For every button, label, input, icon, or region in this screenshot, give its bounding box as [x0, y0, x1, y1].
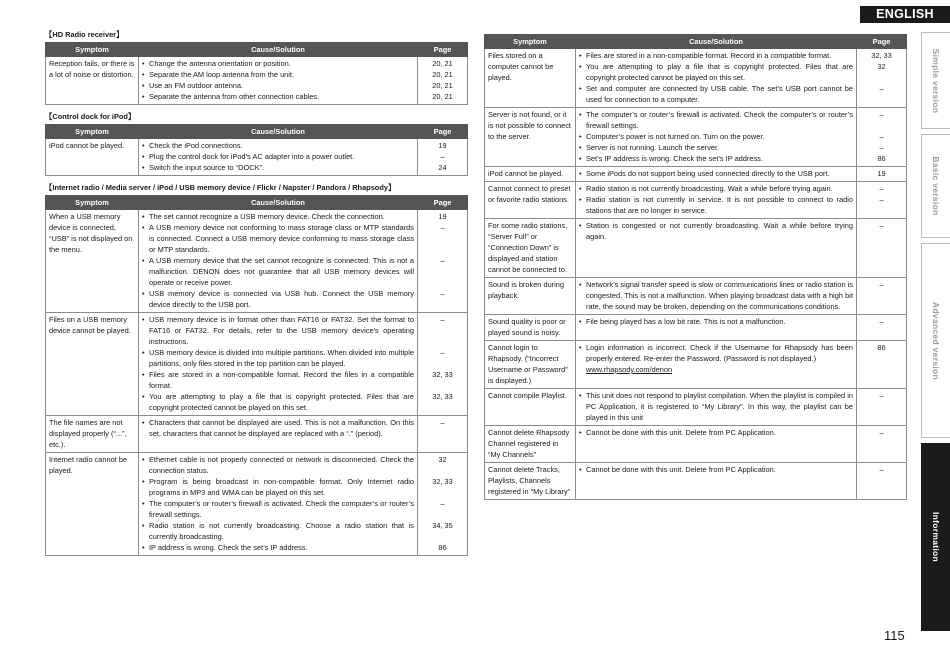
cause-item: • Radio station is not currently in service. It is not possible to connect to radio stations that are no longer in service. [579, 194, 853, 216]
symptom-cell: When a USB memory device is connected, “USB” is not displayed on the menu. [46, 210, 139, 313]
table-row [485, 278, 907, 315]
cause-item: • Computer’s power is not turned on. Turn on the power. [579, 131, 853, 142]
table-header [46, 125, 468, 139]
tab-information[interactable] [921, 443, 950, 631]
symptom-cell: Cannot login to Rhapsody. (“Incorrect Username or Password” is displayed.) [485, 341, 576, 389]
page-ref: – [440, 348, 445, 357]
page-ref: 20, 21 [432, 70, 453, 79]
symptom-cell: Internet radio cannot be played. [46, 453, 139, 556]
control-dock-table [45, 124, 468, 176]
page-cell [857, 315, 907, 341]
table-row [485, 167, 907, 182]
cause-item: • Radio station is not currently broadcasting. Choose a radio station that is currently broadcasting. [142, 520, 414, 542]
cause-cell [576, 182, 857, 219]
cause-cell [576, 315, 857, 341]
header-row [485, 35, 907, 49]
cause-solution-header: Cause/Solution [139, 196, 418, 210]
page-ref: – [440, 289, 445, 298]
page-cell [857, 389, 907, 426]
cause-item: • You are attempting to play a file that is copyright protected. Files that are copyright protected cannot be played on this set. [579, 61, 853, 83]
network-table [45, 195, 468, 556]
page-ref: 32 [438, 455, 447, 464]
cause-item: • Change the antenna orientation or position. [142, 58, 414, 69]
symptom-cell: iPod cannot be played. [485, 167, 576, 182]
section-title-control-dock: 【Control dock for iPod】 [45, 112, 136, 121]
page-ref: – [440, 256, 445, 265]
page-ref: – [879, 317, 884, 326]
table-row [46, 416, 468, 453]
table-row [46, 57, 468, 105]
table-row [46, 313, 468, 416]
cause-item: • Station is congested or not currently broadcasting. Wait a while before trying again. [579, 220, 853, 242]
page-ref: 86 [877, 154, 886, 163]
rhapsody-link[interactable]: www.rhapsody.com/denon [586, 365, 673, 374]
cause-item: • USB memory device is divided into multiple partitions. When divided into multiple partitions, only files stored in the top partition can be played. [142, 347, 414, 369]
symptom-cell: Cannot connect to preset or favorite radio stations. [485, 182, 576, 219]
cause-item: • This unit does not respond to playlist compilation. When the playlist is compiled in PC Application, it is registered to “My Library”. In this way, the playlist can be played in this unit [579, 390, 853, 423]
table-row [485, 315, 907, 341]
table-row [485, 182, 907, 219]
page-cell [857, 341, 907, 389]
page-header: Page [418, 125, 468, 139]
cause-item: • File being played has a low bit rate. This is not a malfunction. [579, 316, 853, 327]
page-cell [418, 139, 468, 176]
page-number: 115 [884, 628, 905, 643]
table-row [485, 341, 907, 389]
page-ref: – [879, 143, 884, 152]
cause-item: • IP address is wrong. Check the set’s IP address. [142, 542, 414, 553]
cause-solution-header: Cause/Solution [139, 43, 418, 57]
cause-item: • The set cannot recognize a USB memory device. Check the connection. [142, 211, 414, 222]
page-ref: – [440, 315, 445, 324]
page-ref: – [879, 132, 884, 141]
table-row [46, 453, 468, 556]
page-ref: – [879, 465, 884, 474]
cause-item: • Login information is incorrect. Check if the Username for Rhapsody has been properly entered. Re-enter the Password. (Password is not displayed.) [579, 342, 853, 364]
page-cell [857, 278, 907, 315]
cause-item: • Set and computer are connected by USB cable. The set’s USB port cannot be used for connection to a computer. [579, 83, 853, 105]
page-ref: – [440, 223, 445, 232]
cause-item: • Separate the AM loop antenna from the unit. [142, 69, 414, 80]
page-cell [418, 313, 468, 416]
cause-item: • Files are stored in a non-compatible format. Record the files in a compatible format. [142, 369, 414, 391]
page-cell [857, 108, 907, 167]
page-ref: – [879, 84, 884, 93]
symptom-cell: Reception fails, or there is a lot of noise or distortion. [46, 57, 139, 105]
symptom-header: Symptom [46, 43, 139, 57]
page-cell [857, 49, 907, 108]
page-ref: 20, 21 [432, 59, 453, 68]
cause-item: • Radio station is not currently broadcasting. Wait a while before trying again. [579, 183, 853, 194]
hd-radio-table [45, 42, 468, 105]
page-ref: 20, 21 [432, 92, 453, 101]
page-header: Page [418, 43, 468, 57]
cause-cell [139, 453, 418, 556]
page-cell [418, 210, 468, 313]
page-ref: 20, 21 [432, 81, 453, 90]
cause-item: • The computer’s or router’s firewall is activated. Check the computer’s or router’s firewall settings. [579, 109, 853, 131]
cause-item: • Plug the control dock for iPod’s AC adapter into a power outlet. [142, 151, 414, 162]
page-cell [857, 426, 907, 463]
cause-item: • Separate the antenna from other connection cables. [142, 91, 414, 102]
language-tab: ENGLISH [860, 6, 950, 23]
tab-label: Information [931, 511, 941, 563]
symptom-cell: The file names are not displayed properly (“...”, etc.). [46, 416, 139, 453]
symptom-header: Symptom [46, 196, 139, 210]
cause-cell [576, 389, 857, 426]
page-ref: 32, 33 [871, 51, 892, 60]
cause-cell [576, 278, 857, 315]
symptom-cell: Server is not found, or it is not possible to connect to the server. [485, 108, 576, 167]
cause-item: • The computer’s or router’s firewall is activated. Check the computer’s or router’s firewall settings. [142, 498, 414, 520]
page-ref: 32, 33 [432, 370, 453, 379]
page-ref: 34, 35 [432, 521, 453, 530]
cause-item: • Some iPods do not support being used connected directly to the USB port. [579, 168, 853, 179]
cause-cell [576, 341, 857, 389]
cause-item: • Cannot be done with this unit. Delete from PC Application. [579, 427, 853, 438]
cause-cell [139, 313, 418, 416]
cause-cell [576, 108, 857, 167]
page-header: Page [857, 35, 907, 49]
page-ref: 32, 33 [432, 392, 453, 401]
cause-item: • Use an FM outdoor antenna. [142, 80, 414, 91]
tab-advanced-version[interactable] [921, 243, 950, 438]
symptom-cell: Cannot delete Rhapsody Channel registered in “My Channels” [485, 426, 576, 463]
cause-item: • Switch the input source to “DOCK”. [142, 162, 414, 173]
cause-item: • USB memory device is connected via USB hub. Connect the USB memory device directly to the USB port. [142, 288, 414, 310]
table-header [46, 196, 468, 210]
tab-basic-version[interactable] [921, 134, 950, 238]
symptom-cell: iPod cannot be played. [46, 139, 139, 176]
tab-label: Advanced version [931, 301, 941, 380]
cause-item: • Characters that cannot be displayed are used. This is not a malfunction. On this set, characters that cannot be displayed are replaced with a “.” (period). [142, 417, 414, 439]
cause-cell [576, 167, 857, 182]
page-cell [857, 182, 907, 219]
network-table-continued [484, 34, 907, 500]
symptom-cell: Files on a USB memory device cannot be played. [46, 313, 139, 416]
page-cell [857, 219, 907, 278]
page-ref: – [879, 184, 884, 193]
cause-item: • A USB memory device not conforming to mass storage class or MTP standards is connected. Connect a USB memory device conforming to mass storage class or MTP standards. [142, 222, 414, 255]
page-cell [418, 416, 468, 453]
cause-item: • Check the iPod connections. [142, 140, 414, 151]
symptom-cell: For some radio stations, “Server Full” or “Connection Down” is displayed and station cannot be connected to. [485, 219, 576, 278]
cause-item: • Cannot be done with this unit. Delete from PC Application. [579, 464, 853, 475]
table-header [485, 35, 907, 49]
page-ref: – [440, 499, 445, 508]
symptom-cell: Files stored on a computer cannot be played. [485, 49, 576, 108]
symptom-cell: Sound is broken during playback. [485, 278, 576, 315]
page-ref: 19 [438, 141, 447, 150]
page-ref: – [879, 195, 884, 204]
table-row [485, 108, 907, 167]
table-row [485, 426, 907, 463]
page-ref: – [879, 280, 884, 289]
cause-item: • Files are stored in a non-compatible format. Record in a compatible format. [579, 50, 853, 61]
page-ref: – [440, 418, 445, 427]
symptom-cell: Cannot compile Playlist. [485, 389, 576, 426]
section-title-network: 【Internet radio / Media server / iPod / USB memory device / Flickr / Napster / Pandora / Rhapsody】 [45, 183, 396, 192]
page-ref: – [879, 391, 884, 400]
symptom-header: Symptom [485, 35, 576, 49]
table-header [46, 43, 468, 57]
page-ref: 19 [438, 212, 447, 221]
cause-item: • A USB memory device that the set cannot recognize is connected. This is not a malfunction. DENON does not guarantee that all USB memory devices will operate or receive power. [142, 255, 414, 288]
cause-cell [576, 219, 857, 278]
symptom-cell: Cannot delete Tracks, Playlists, Channels registered in “My Library” [485, 463, 576, 500]
table-row [485, 463, 907, 500]
page-ref: 86 [877, 343, 886, 352]
table-row [46, 210, 468, 313]
table-row [46, 139, 468, 176]
header-row [46, 125, 468, 139]
page-ref: 32, 33 [432, 477, 453, 486]
page-cell [857, 463, 907, 500]
page-cell [418, 57, 468, 105]
page-ref: 24 [438, 163, 447, 172]
page-cell [857, 167, 907, 182]
cause-cell [576, 463, 857, 500]
symptom-cell: Sound quality is poor or played sound is noisy. [485, 315, 576, 341]
page-ref: – [879, 110, 884, 119]
header-row [46, 196, 468, 210]
cause-item: • You are attempting to play a file that is copyright protected. Files that are copyright protected cannot be played on this set. [142, 391, 414, 413]
page-ref: 32 [877, 62, 886, 71]
cause-item: • Ethernet cable is not properly connected or network is disconnected. Check the connection status. [142, 454, 414, 476]
page-ref: 19 [877, 169, 886, 178]
tab-simple-version[interactable] [921, 32, 950, 129]
tab-label: Simple version [931, 48, 941, 113]
cause-item: • Network’s signal transfer speed is slow or communications lines or radio station is congested. This is not a malfunction. When playing broadcast data with a high bit rate, the sound may be broken, depending on the communications conditions. [579, 279, 853, 312]
table-row [485, 49, 907, 108]
page-ref: – [879, 428, 884, 437]
cause-cell [139, 57, 418, 105]
page-header: Page [418, 196, 468, 210]
page-ref: – [440, 152, 445, 161]
table-row [485, 219, 907, 278]
cause-cell [139, 210, 418, 313]
symptom-header: Symptom [46, 125, 139, 139]
cause-cell [139, 139, 418, 176]
cause-item: • USB memory device is in format other than FAT16 or FAT32. Set the format to FAT16 or FAT32. For details, refer to the USB memory device’s operating instructions. [142, 314, 414, 347]
header-row [46, 43, 468, 57]
page-cell [418, 453, 468, 556]
cause-item: • Set’s IP address is wrong. Check the set’s IP address. [579, 153, 853, 164]
cause-cell [139, 416, 418, 453]
tab-label: Basic version [931, 156, 941, 216]
cause-solution-header: Cause/Solution [139, 125, 418, 139]
page-ref: 86 [438, 543, 447, 552]
cause-solution-header: Cause/Solution [576, 35, 857, 49]
cause-cell [576, 426, 857, 463]
cause-item: • Program is being broadcast in non-compatible format. Only Internet radio programs in MP3 and WMA can be played on this set. [142, 476, 414, 498]
page-ref: – [879, 221, 884, 230]
cause-cell [576, 49, 857, 108]
section-title-hd-radio: 【HD Radio receiver】 [45, 30, 124, 39]
cause-item: • Server is not running. Launch the server. [579, 142, 853, 153]
table-row [485, 389, 907, 426]
